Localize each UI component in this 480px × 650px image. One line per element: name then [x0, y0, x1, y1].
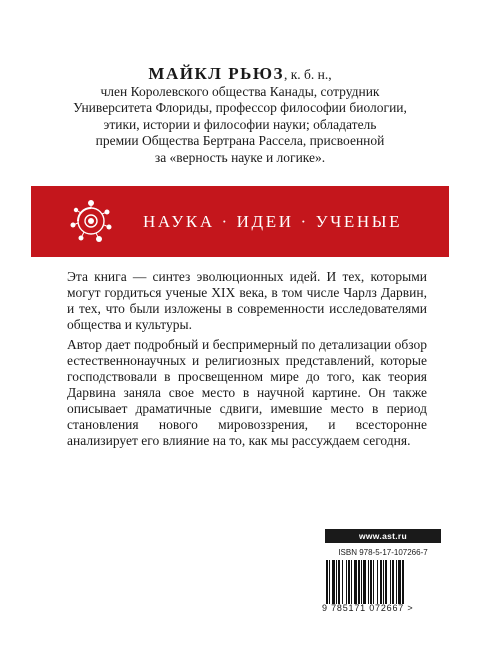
barcode-bar	[390, 560, 391, 604]
author-bio-line: этики, истории и философии науки; обладатель	[103, 116, 377, 132]
barcode-bar	[363, 560, 366, 604]
book-description	[67, 269, 427, 449]
author-block	[40, 66, 440, 166]
barcode-bar	[342, 560, 343, 604]
atom-logo-icon	[69, 199, 113, 243]
barcode-bar	[348, 560, 350, 604]
barcode-bar	[354, 560, 357, 604]
barcode-bar	[336, 560, 337, 604]
publisher-site: www.ast.ru	[325, 529, 441, 543]
description-paragraph: Эта книга — синтез эволюционных идей. И тех, которыми могут гордиться ученые XIX века, в том числе Чарлз Дарвин, и тех, что были изложены в современности исследователями общества и культуры.	[67, 269, 427, 332]
barcode-bar	[373, 560, 374, 604]
barcode-bar	[358, 560, 360, 604]
barcode-bar	[383, 560, 384, 604]
barcode-bar	[377, 560, 378, 604]
barcode-bar	[329, 560, 330, 604]
author-degree: , к. б. н.,	[283, 67, 332, 82]
barcode-bar	[326, 560, 328, 604]
series-banner	[31, 186, 449, 257]
barcode-bar	[368, 560, 369, 604]
barcode-bar	[332, 560, 335, 604]
barcode-bar	[385, 560, 387, 604]
barcode-bar	[398, 560, 401, 604]
author-bio-line: член Королевского общества Канады, сотрудник	[100, 83, 380, 99]
barcode-bar	[380, 560, 382, 604]
author-name: МАЙКЛ РЬЮЗ	[148, 64, 284, 83]
barcode-bar	[402, 560, 404, 604]
author-bio-line: премии Общества Бертрана Рассела, присвоенной	[95, 133, 385, 148]
author-bio-line: за «верность науке и логике».	[154, 149, 326, 165]
barcode-bar	[370, 560, 372, 604]
barcode-bar	[351, 560, 352, 604]
series-title: НАУКА · ИДЕИ · УЧЕНЫЕ	[143, 212, 403, 231]
barcode-bar	[361, 560, 362, 604]
author-line	[40, 66, 440, 84]
isbn-label: ISBN 978-5-17-107266-7	[338, 548, 428, 557]
barcode-bar	[338, 560, 340, 604]
barcode-icon	[322, 560, 440, 604]
barcode-digits: 9 785171 072667 >	[322, 603, 414, 613]
barcode-bar	[346, 560, 347, 604]
barcode-bar	[392, 560, 394, 604]
description-paragraph: Автор дает подробный и беспримерный по детализации обзор естественнонаучных и религиозных представлений, которые господствовали в просвещенном мире до того, как теория Дарвина заняла свое место в научной картине. Он также описывает драматичные сдвиги, имевшие место в период становления нового мировоззрения, и всесторонне анализирует его влияние на то, как мы рассуждаем сегодня.	[67, 337, 427, 448]
barcode-bar	[396, 560, 397, 604]
author-bio-line: Университета Флориды, профессор философии биологии,	[73, 100, 407, 115]
